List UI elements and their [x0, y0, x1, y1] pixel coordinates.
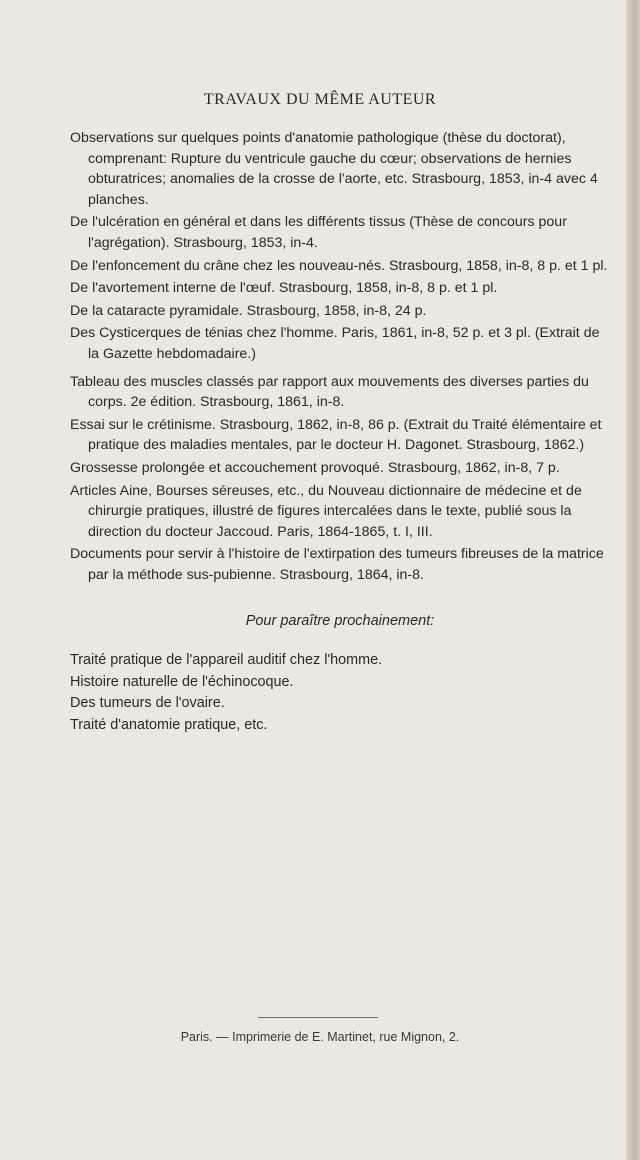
page-title: TRAVAUX DU MÊME AUTEUR: [203, 91, 437, 108]
list-item: De l'ulcération en général et dans les différents tissus (Thèse de concours pour l'agrégation). Strasbourg, 1853, in-4.: [70, 214, 567, 251]
list-item: Traité d'anatomie pratique, etc.: [70, 716, 268, 733]
list-item: Grossesse prolongée et accouchement provoqué. Strasbourg, 1862, in-8, 7 p.: [70, 459, 560, 476]
list-item: Articles Aine, Bourses séreuses, etc., du Nouveau dictionnaire de médecine et de chirurgie pratiques, illustré de figures intercalées dans le texte, publié sous la direction du docteur Jaccoud. Paris, 1864-1865, t. I, III.: [70, 482, 582, 540]
list-item: Des Cysticerques de ténias chez l'homme. Paris, 1861, in-8, 52 p. et 3 pl. (Extrait de la Gazette hebdomadaire.): [70, 325, 600, 362]
forthcoming-heading: Pour paraître prochainement:: [245, 613, 435, 630]
list-item: Observations sur quelques points d'anatomie pathologique (thèse du doctorat), comprenant: Rupture du ventricule gauche du cœur; observations de hernies obturatrices; anomalies de la crosse de l'aorte, etc. Strasbourg, 1853, in-4 avec 4 planches.: [70, 130, 598, 208]
list-item: Des tumeurs de l'ovaire.: [70, 695, 225, 712]
list-item: Tableau des muscles classés par rapport aux mouvements des diverses parties du corps. 2e édition. Strasbourg, 1861, in-8.: [70, 373, 589, 411]
printer-imprint: Paris. — Imprimerie de E. Martinet, rue Mignon, 2.: [180, 1030, 460, 1044]
list-item: Essai sur le crétinisme. Strasbourg, 1862, in-8, 86 p. (Extrait du Traité élémentaire et pratique des maladies mentales, par le docteur H. Dagonet. Strasbourg, 1862.): [70, 416, 602, 454]
list-item: De la cataracte pyramidale. Strasbourg, 1858, in-8, 24 p.: [70, 302, 427, 319]
list-item: Documents pour servir à l'histoire de l'extirpation des tumeurs fibreuses de la matrice par la méthode sus-pubienne. Strasbourg, 1864, in-8.: [70, 546, 604, 583]
forthcoming-list: [70, 650, 610, 736]
page-edge: [626, 0, 640, 1160]
list-item: Histoire naturelle de l'échinocoque.: [70, 673, 294, 690]
footer-divider: [258, 1017, 378, 1018]
bibliography-list: [70, 128, 610, 736]
list-item: De l'avortement interne de l'œuf. Strasbourg, 1858, in-8, 8 p. et 1 pl.: [70, 280, 498, 297]
list-item: De l'enfoncement du crâne chez les nouveau-nés. Strasbourg, 1858, in-8, 8 p. et 1 pl.: [70, 257, 608, 274]
list-item: Traité pratique de l'appareil auditif chez l'homme.: [70, 652, 383, 669]
